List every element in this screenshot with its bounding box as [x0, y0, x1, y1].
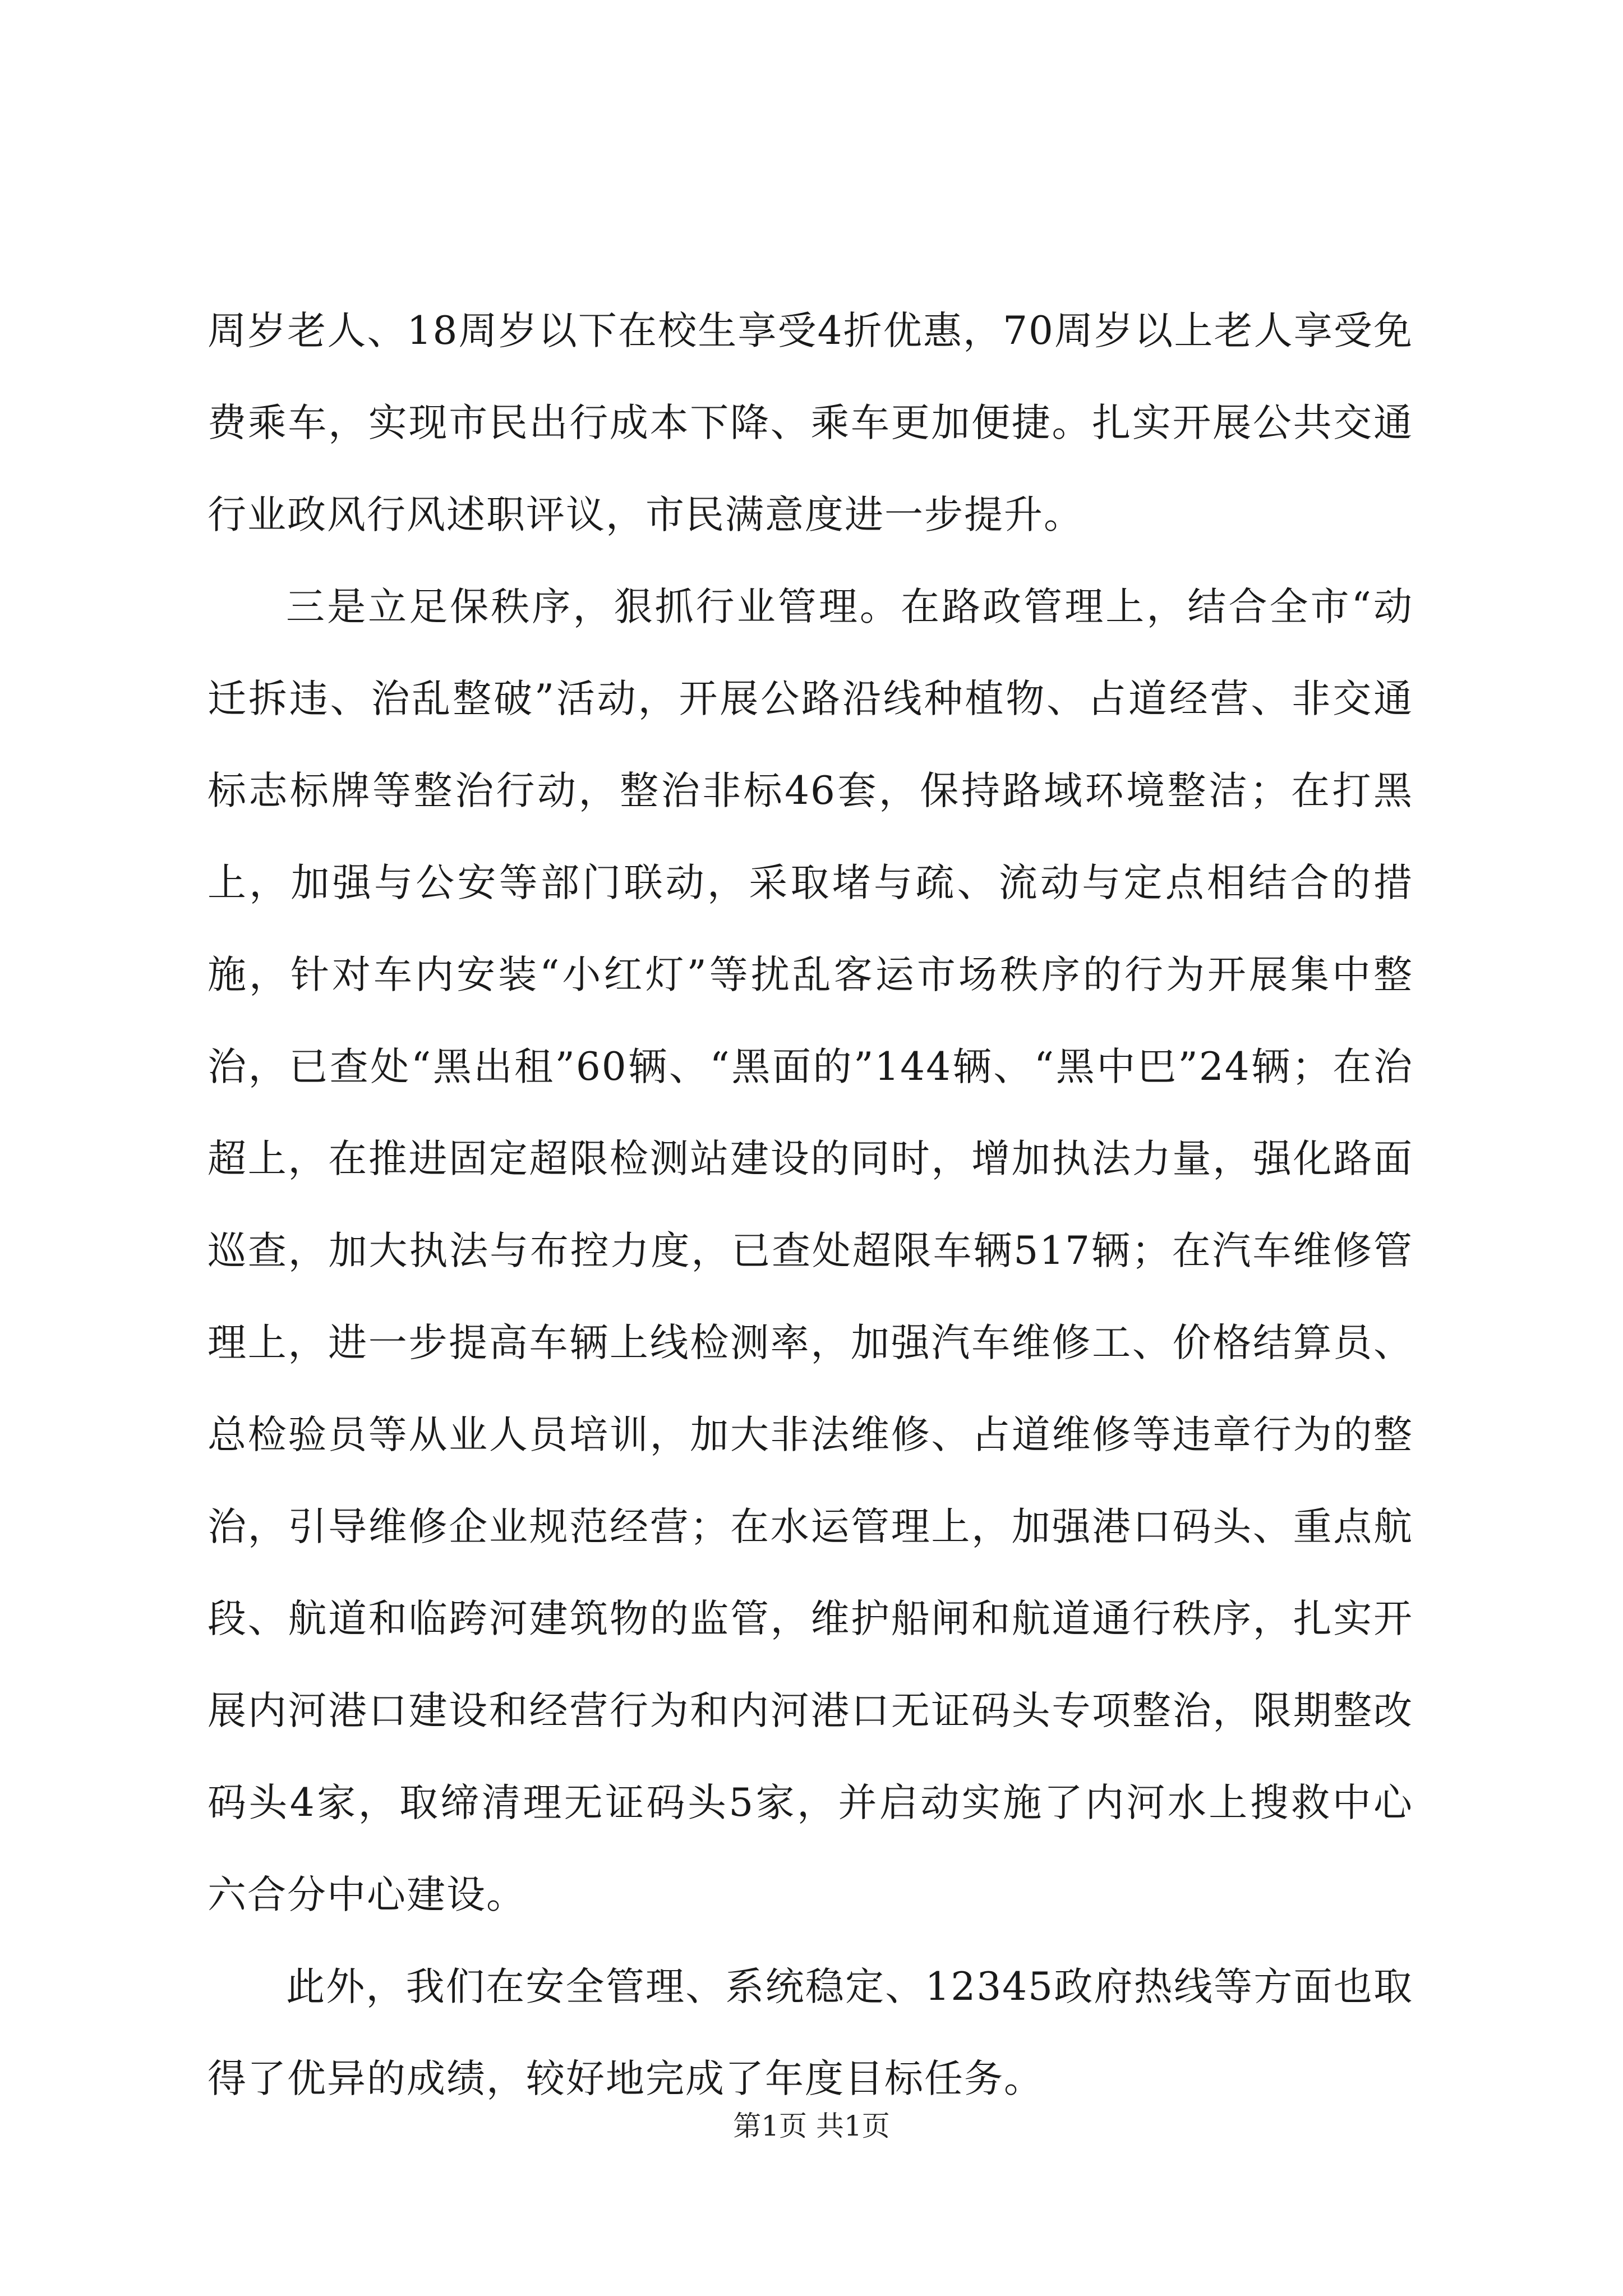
paragraph-summary: 此外，我们在安全管理、系统稳定、12345政府热线等方面也取得了优异的成绩，较好地完成了年度目标任务。	[208, 1964, 1413, 2101]
paragraph-industry-management: 三是立足保秩序，狠抓行业管理。在路政管理上，结合全市“动迁拆违、治乱整破”活动，开展公路沿线种植物、占道经营、非交通标志标牌等整治行动，整治非标46套，保持路域环境整洁；在打黑上，加强与公安等部门联动，采取堵与疏、流动与定点相结合的措施，针对车内安装“小红灯”等扰乱客运市场秩序的行为开展集中整治，已查处“黑出租”60辆、“黑面的”144辆、“黑中巴”24辆；在治超上，在推进固定超限检测站建设的同时，增加执法力量，强化路面巡查，加大执法与布控力度，已查处超限车辆517辆；在汽车维修管理上，进一步提高车辆上线检测率，加强汽车维修工、价格结算员、总检验员等从业人员培训，加大非法维修、占道维修等违章行为的整治，引导维修企业规范经营；在水运管理上，加强港口码头、重点航段、航道和临跨河建筑物的监管，维护船闸和航道通行秩序，扎实开展内河港口建设和经营行为和内河港口无证码头专项整治，限期整改码头4家，取缔清理无证码头5家，并启动实施了内河水上搜救中心六合分中心建设。	[208, 585, 1413, 1917]
paragraph-continuation: 周岁老人、18周岁以下在校生享受4折优惠，70周岁以上老人享受免费乘车，实现市民出行成本下降、乘车更加便捷。扎实开展公共交通行业政风行风述职评议，市民满意度进一步提升。	[208, 309, 1413, 537]
document-body	[208, 285, 1413, 2125]
page-footer: 第1页 共1页	[733, 2110, 890, 2142]
